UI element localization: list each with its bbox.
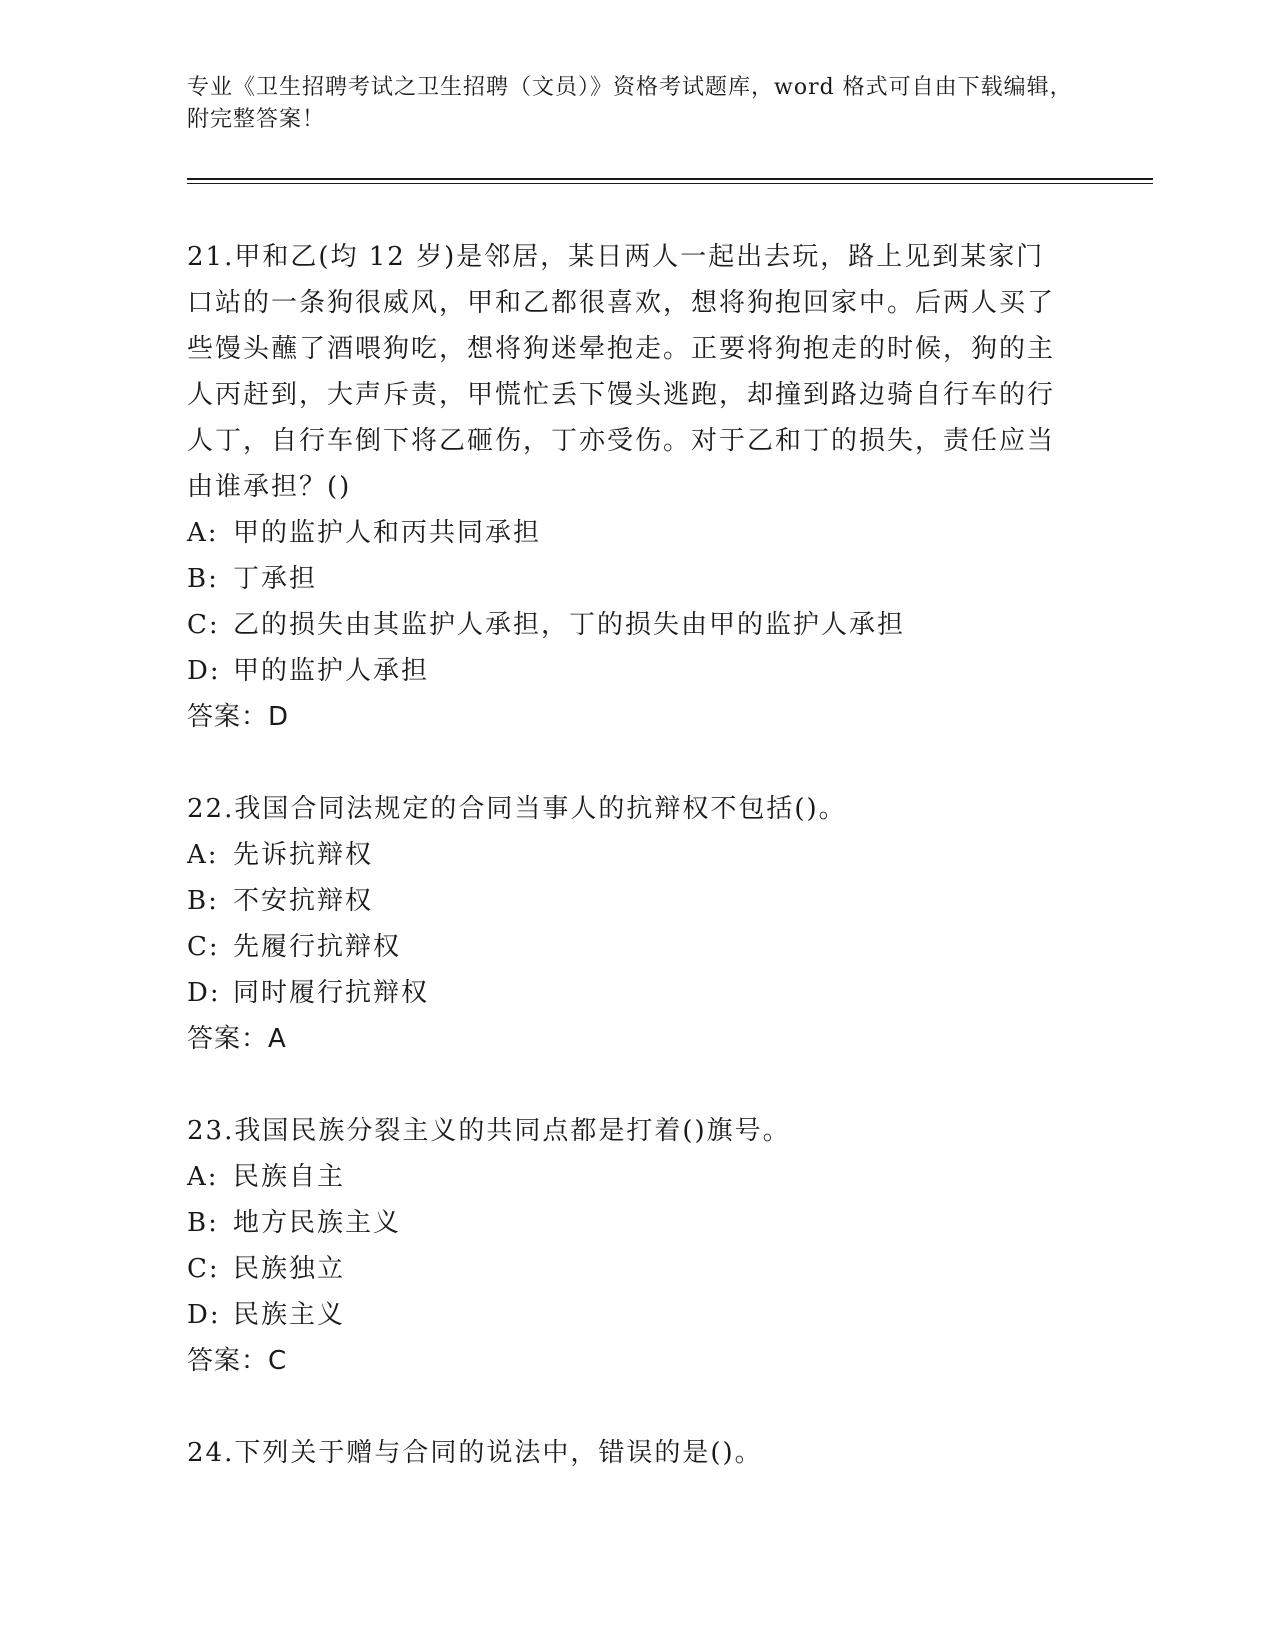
option-key: A:: [187, 1162, 219, 1192]
option-d: [187, 1292, 1067, 1338]
option-b: [187, 878, 1067, 924]
option-key: D:: [187, 656, 221, 686]
option-d: [187, 648, 1067, 694]
option-text: 民族主义: [233, 1300, 346, 1330]
question-23: [187, 1108, 1067, 1384]
option-c: [187, 924, 1067, 970]
question-24: [187, 1430, 1067, 1476]
option-text: 民族自主: [233, 1162, 346, 1192]
option-text: 同时履行抗辩权: [233, 978, 430, 1008]
option-key: C:: [187, 610, 220, 640]
option-b: [187, 1200, 1067, 1246]
option-key: A:: [187, 518, 219, 548]
option-key: B:: [187, 564, 219, 594]
option-key: A:: [187, 840, 219, 870]
option-a: [187, 832, 1067, 878]
option-c: [187, 1246, 1067, 1292]
option-text: 地方民族主义: [233, 1208, 402, 1238]
option-key: B:: [187, 1208, 219, 1238]
question-list: [187, 234, 1067, 1522]
question-stem: 23.我国民族分裂主义的共同点都是打着()旗号。: [187, 1116, 791, 1146]
option-a: [187, 510, 1067, 556]
answer-line: 答案：A: [187, 1024, 287, 1054]
question-stem: 22.我国合同法规定的合同当事人的抗辩权不包括()。: [187, 794, 847, 824]
question-stem: 21.甲和乙(均 12 岁)是邻居，某日两人一起出去玩，路上见到某家门口站的一条狗很威风，甲和乙都很喜欢，想将狗抱回家中。后两人买了些馒头蘸了酒喂狗吃，想将狗迷晕抱走。正要将狗抱走的时候，狗的主人丙赶到，大声斥责，甲慌忙丢下馒头逃跑，却撞到路边骑自行车的行人丁，自行车倒下将乙砸伤，丁亦受伤。对于乙和丁的损失，责任应当由谁承担？(): [187, 242, 1056, 502]
option-text: 甲的监护人和丙共同承担: [233, 518, 542, 548]
option-text: 民族独立: [233, 1254, 346, 1284]
header-divider-thin: [187, 183, 1153, 184]
option-key: B:: [187, 886, 219, 916]
question-stem: 24.下列关于赠与合同的说法中，错误的是()。: [187, 1438, 763, 1468]
option-key: C:: [187, 1254, 220, 1284]
answer-line: 答案：D: [187, 702, 290, 732]
answer-line: 答案：C: [187, 1346, 288, 1376]
question-22: [187, 786, 1067, 1062]
option-text: 丁承担: [233, 564, 318, 594]
question-21: [187, 234, 1067, 740]
option-d: [187, 970, 1067, 1016]
option-text: 先诉抗辩权: [233, 840, 374, 870]
option-text: 甲的监护人承担: [233, 656, 430, 686]
header-divider-thick: [187, 178, 1153, 180]
document-header: 专业《卫生招聘考试之卫生招聘（文员）》资格考试题库，word 格式可自由下载编辑，附完整答案！: [187, 75, 1073, 132]
option-text: 先履行抗辩权: [233, 932, 402, 962]
option-key: C:: [187, 932, 220, 962]
option-c: [187, 602, 1067, 648]
option-b: [187, 556, 1067, 602]
option-text: 不安抗辩权: [233, 886, 374, 916]
option-key: D:: [187, 978, 221, 1008]
option-a: [187, 1154, 1067, 1200]
option-key: D:: [187, 1300, 221, 1330]
option-text: 乙的损失由其监护人承担，丁的损失由甲的监护人承担: [233, 610, 906, 640]
